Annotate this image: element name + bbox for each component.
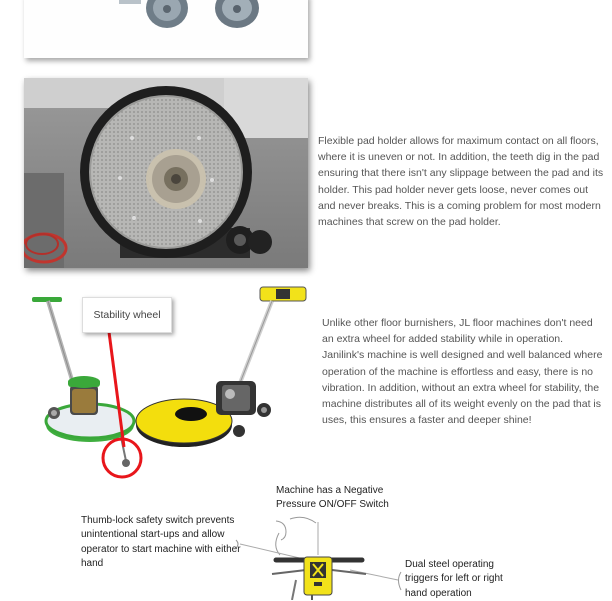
bracket-top [290, 517, 316, 523]
pad-holder-image [24, 78, 308, 268]
handle-diagram [220, 500, 420, 600]
pad-holder-description: Flexible pad holder allows for maximum contact on all floors, where it is uneven or not. In addition, the teeth dig in the pad ensuring that there isn't any slippage between the pad and its holder. This pad holder never gets loose, never comes out and never breaks. This is a coming problem for most modern machines that screw on the pad holder. [318, 135, 604, 229]
stability-description: Unlike other floor burnishers, JL floor machines don't need an extra wheel for added stability while in operation. Janilink's machine is well designed and well balanced where operation of the machine is effortless and easy, there is no vibration. In addition, without an extra wheel for stability, the machine distributes all of its weight evenly on the pad that is uses, this ensures a faster and deeper shine! [322, 317, 603, 427]
stability-wheel-callout: Stability wheel [82, 297, 172, 333]
negative-pressure-label: Machine has a Negative Pressure ON/OFF Switch [276, 485, 389, 511]
top-product-photo [24, 0, 308, 58]
caster-wheels-image [24, 0, 308, 58]
bracket-right [399, 572, 402, 590]
thumb-lock-label: Thumb-lock safety switch prevents unintentional start-ups and allow operator to start machine with either hand [81, 515, 241, 569]
dual-triggers-label: Dual steel operating triggers for left or right hand operation [405, 559, 503, 599]
pad-holder-photo [24, 78, 308, 268]
bracket-left [276, 533, 280, 555]
